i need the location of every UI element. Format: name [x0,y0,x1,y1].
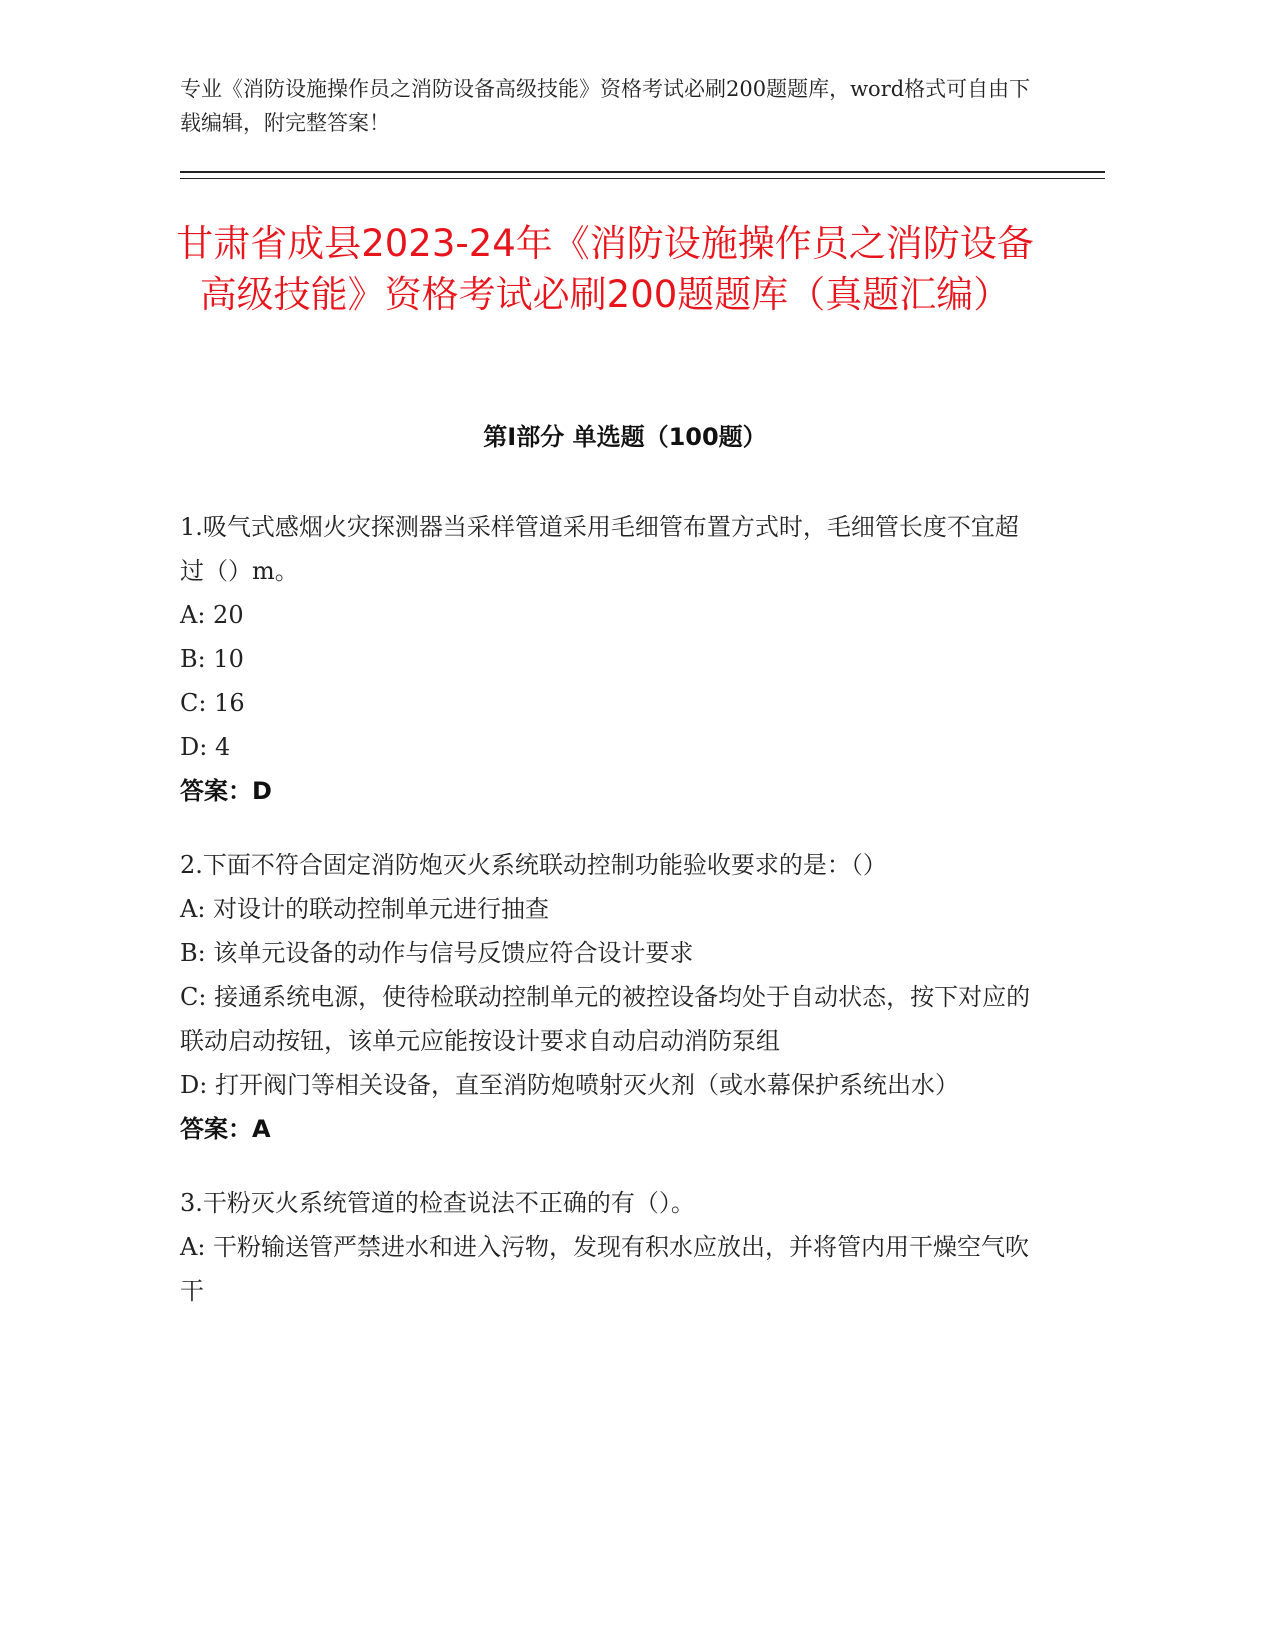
question-1 [180,505,1040,813]
option-a: A: 对设计的联动控制单元进行抽查 [180,895,550,923]
option-c: C: 16 [180,689,245,717]
option-d: D: 4 [180,733,231,761]
header-note: 专业《消防设施操作员之消防设备高级技能》资格考试必刷200题题库，word格式可自由下载编辑，附完整答案！ [180,77,1031,135]
option-a: A: 20 [180,601,244,629]
option-b: B: 10 [180,645,244,673]
header-divider-thick [180,171,1105,173]
question-list [180,505,1040,1343]
question-3 [180,1181,1040,1313]
question-stem: 2.下面不符合固定消防炮灭火系统联动控制功能验收要求的是：（） [180,851,887,879]
option-d: D: 打开阀门等相关设备，直至消防炮喷射灭火剂（或水幕保护系统出水） [180,1071,959,1099]
question-2 [180,843,1040,1151]
section-heading: 第Ⅰ部分 单选题（100题） [483,423,767,451]
option-a: A: 干粉输送管严禁进水和进入污物，发现有积水应放出，并将管内用干燥空气吹干 [180,1233,1030,1305]
answer: 答案：A [180,1115,271,1143]
document-title: 甘肃省成县2023-24年《消防设施操作员之消防设备高级技能》资格考试必刷200题题库（真题汇编） [176,222,1034,316]
answer: 答案：D [180,777,272,805]
question-stem: 3.干粉灭火系统管道的检查说法不正确的有（）。 [180,1189,695,1217]
header-divider-thin [180,178,1105,179]
question-stem: 1.吸气式感烟火灾探测器当采样管道采用毛细管布置方式时，毛细管长度不宜超过（）m。 [180,513,1019,585]
option-c: C: 接通系统电源，使待检联动控制单元的被控设备均处于自动状态，按下对应的联动启动按钮，该单元应能按设计要求自动启动消防泵组 [180,983,1031,1055]
option-b: B: 该单元设备的动作与信号反馈应符合设计要求 [180,939,694,967]
